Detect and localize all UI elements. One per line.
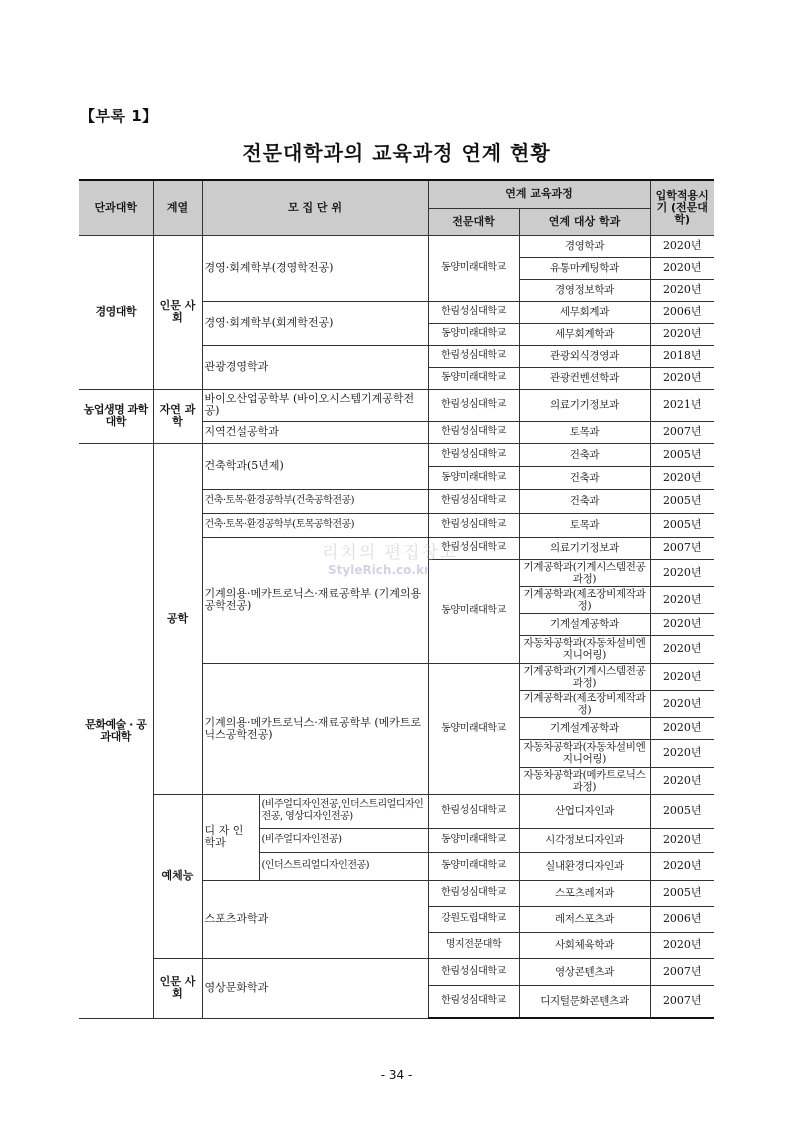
field-humanities: 인문 사회: [153, 235, 202, 389]
dept-cell: 경영정보학과: [519, 279, 650, 301]
dept-cell: 자동차공학과(자동차설비엔지니어링): [519, 739, 650, 767]
year-cell: 2020년: [650, 323, 714, 345]
field-engineering: 공학: [153, 443, 202, 794]
year-cell: 2020년: [650, 613, 714, 635]
col-header-field: 계열: [153, 180, 202, 235]
year-cell: 2006년: [650, 906, 714, 932]
watermark-url: StyleRich.co.kr: [328, 563, 430, 577]
dept-cell: 의료기기정보과: [519, 537, 650, 559]
unit-business-admin: 경영·회계학부(경영학전공): [202, 235, 428, 301]
year-cell: 2020년: [650, 466, 714, 489]
school-cell: 한림성심대학교: [428, 537, 519, 559]
dept-cell: 레저스포츠과: [519, 906, 650, 932]
school-cell: 한림성심대학교: [428, 489, 519, 513]
school-cell: 명지전문대학: [428, 932, 519, 958]
field-natural: 자연 과학: [153, 389, 202, 443]
year-cell: 2020년: [650, 257, 714, 279]
dept-cell: 산업디자인과: [519, 794, 650, 828]
year-cell: 2020년: [650, 828, 714, 852]
year-cell: 2020년: [650, 367, 714, 389]
year-cell: 2005년: [650, 443, 714, 466]
unit-sports-science: 스포츠과학과: [202, 880, 428, 958]
dept-cell: 건축과: [519, 489, 650, 513]
school-cell: 동양미래대학교: [428, 852, 519, 880]
year-cell: 2020년: [650, 852, 714, 880]
dept-cell: 사회체육학과: [519, 932, 650, 958]
design-minor-all: (비주얼디자인전공,인더스트리얼디자인전공, 영상디자인전공): [259, 794, 428, 828]
unit-regional-construction: 지역건설공학과: [202, 421, 428, 443]
appendix-label: 【부록 1】: [80, 107, 158, 125]
year-cell: 2020년: [650, 690, 714, 717]
school-cell: 한림성심대학교: [428, 421, 519, 443]
design-minor-industrial: (인더스트리얼디자인전공): [259, 852, 428, 880]
year-cell: 2020년: [650, 767, 714, 794]
dept-cell: 의료기기정보과: [519, 389, 650, 421]
school-cell: 동양미래대학교: [428, 559, 519, 663]
dept-cell: 기계공학과(기계시스템전공과정): [519, 663, 650, 690]
school-cell: 한림성심대학교: [428, 513, 519, 537]
school-cell: 한림성심대학교: [428, 958, 519, 985]
page-number: - 34 -: [380, 1068, 413, 1082]
year-cell: 2020년: [650, 717, 714, 739]
unit-civil-engineering: 건축·토목·환경공학부(토목공학전공): [202, 513, 428, 537]
year-cell: 2018년: [650, 345, 714, 367]
unit-arch-engineering: 건축·토목·환경공학부(건축공학전공): [202, 489, 428, 513]
year-cell: 2006년: [650, 301, 714, 323]
col-header-unit: 모 집 단 위: [202, 180, 428, 235]
unit-accounting: 경영·회계학부(회계학전공): [202, 301, 428, 345]
dept-cell: 자동차공학과(자동차설비엔지니어링): [519, 635, 650, 663]
dept-cell: 관광외식경영과: [519, 345, 650, 367]
school-cell: 한림성심대학교: [428, 794, 519, 828]
col-header-school: 전문대학: [428, 208, 519, 235]
year-cell: 2020년: [650, 663, 714, 690]
school-cell: 한림성심대학교: [428, 389, 519, 421]
design-minor-visual: (비주얼디자인전공): [259, 828, 428, 852]
dept-cell: 실내환경디자인과: [519, 852, 650, 880]
year-cell: 2007년: [650, 985, 714, 1018]
year-cell: 2005년: [650, 880, 714, 906]
school-cell: 한림성심대학교: [428, 345, 519, 367]
dept-cell: 건축과: [519, 443, 650, 466]
dept-cell: 관광컨벤션학과: [519, 367, 650, 389]
unit-visual-culture: 영상문화학과: [202, 958, 428, 1018]
dept-cell: 세무회계과: [519, 301, 650, 323]
dept-cell: 영상콘텐츠과: [519, 958, 650, 985]
school-cell: 한림성심대학교: [428, 443, 519, 466]
dept-cell: 건축과: [519, 466, 650, 489]
unit-architecture: 건축학과(5년제): [202, 443, 428, 489]
year-cell: 2007년: [650, 421, 714, 443]
year-cell: 2020년: [650, 586, 714, 613]
year-cell: 2020년: [650, 739, 714, 767]
col-header-dept: 연계 대상 학과: [519, 208, 650, 235]
dept-cell: 유통마케팅학과: [519, 257, 650, 279]
year-cell: 2020년: [650, 932, 714, 958]
unit-bio-industry: 바이오산업공학부 (바이오시스템기계공학전공): [202, 389, 428, 421]
dept-cell: 자동차공학과(메카트로닉스과정): [519, 767, 650, 794]
dept-cell: 시각정보디자인과: [519, 828, 650, 852]
year-cell: 2005년: [650, 513, 714, 537]
year-cell: 2020년: [650, 635, 714, 663]
dept-cell: 디지털문화콘텐츠과: [519, 985, 650, 1018]
school-cell: 동양미래대학교: [428, 663, 519, 794]
unit-design: 디 자 인 학과: [202, 794, 259, 880]
college-arts-eng: 문화예술 · 공과대학: [79, 443, 153, 1018]
dept-cell: 기계공학과(기계시스템전공과정): [519, 559, 650, 586]
year-cell: 2020년: [650, 235, 714, 257]
year-cell: 2005년: [650, 489, 714, 513]
document-title: 전문대학과의 교육과정 연계 현황: [242, 141, 551, 165]
unit-tourism: 관광경영학과: [202, 345, 428, 389]
college-business: 경영대학: [79, 235, 153, 389]
school-cell: 한림성심대학교: [428, 301, 519, 323]
field-arts: 예체능: [153, 794, 202, 958]
school-cell: 동양미래대학교: [428, 828, 519, 852]
watermark-text: 리치의 편집창고: [322, 543, 459, 563]
dept-cell: 토목과: [519, 421, 650, 443]
dept-cell: 기계공학과(제조장비제작과정): [519, 586, 650, 613]
unit-mech-biomedical: 기계의용·메카트로닉스·재료공학부 (기계의용공학전공): [202, 537, 428, 663]
dept-cell: 경영학과: [519, 235, 650, 257]
dept-cell: 세무회계학과: [519, 323, 650, 345]
field-humanities-2: 인문 사회: [153, 958, 202, 1018]
school-cell: 한림성심대학교: [428, 880, 519, 906]
year-cell: 2007년: [650, 537, 714, 559]
dept-cell: 기계설계공학과: [519, 613, 650, 635]
dept-cell: 스포츠레저과: [519, 880, 650, 906]
school-cell: 동양미래대학교: [428, 235, 519, 301]
col-header-college: 단과대학: [79, 180, 153, 235]
school-cell: 강원도립대학교: [428, 906, 519, 932]
curriculum-linkage-table: [79, 179, 714, 1019]
school-cell: 동양미래대학교: [428, 367, 519, 389]
col-header-year: 입학적용시기 (전문대학): [650, 180, 714, 235]
school-cell: 동양미래대학교: [428, 323, 519, 345]
dept-cell: 기계공학과(제조장비제작과정): [519, 690, 650, 717]
col-header-linkage: 연계 교육과정: [428, 180, 650, 208]
year-cell: 2020년: [650, 279, 714, 301]
year-cell: 2007년: [650, 958, 714, 985]
year-cell: 2005년: [650, 794, 714, 828]
school-cell: 동양미래대학교: [428, 466, 519, 489]
dept-cell: 기계설계공학과: [519, 717, 650, 739]
dept-cell: 토목과: [519, 513, 650, 537]
school-cell: 한림성심대학교: [428, 985, 519, 1018]
unit-mechatronics: 기계의용·메카트로닉스·재료공학부 (메카트로닉스공학전공): [202, 663, 428, 794]
year-cell: 2021년: [650, 389, 714, 421]
year-cell: 2020년: [650, 559, 714, 586]
college-agri: 농업생명 과학대학: [79, 389, 153, 443]
